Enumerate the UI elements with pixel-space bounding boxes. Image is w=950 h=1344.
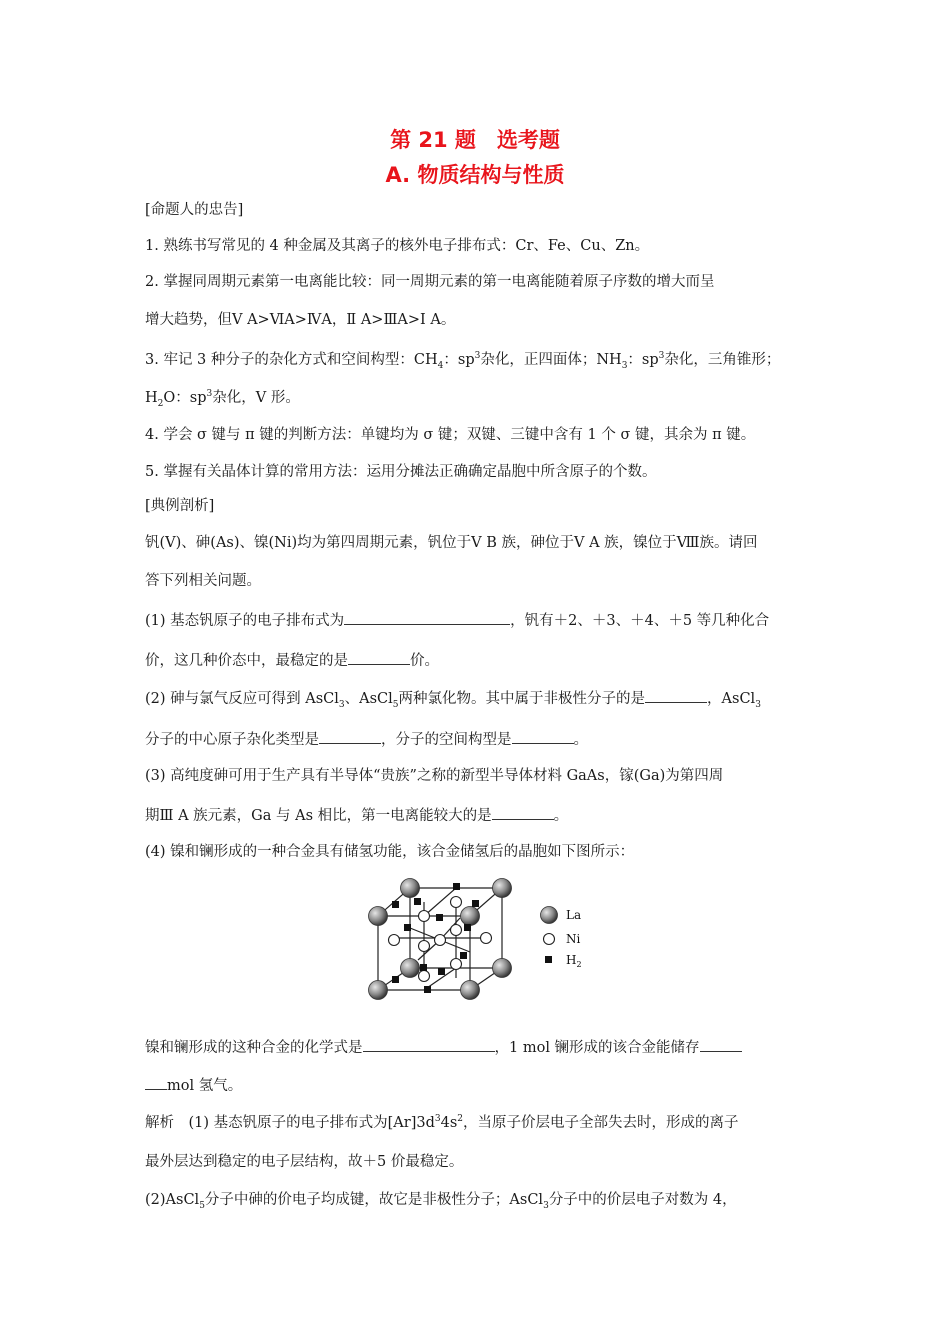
- legend-label-la: La: [566, 908, 582, 922]
- question-3-line-1: (3) 高纯度砷可用于生产具有半导体“贵族”之称的新型半导体材料 GaAs，镓(Ga)为第四周: [145, 768, 724, 784]
- solution-1-line-2: 最外层达到稳定的电子层结构，故＋5 价最稳定。: [145, 1154, 464, 1170]
- example-intro-line-1: 钒(V)、砷(As)、镍(Ni)均为第四周期元素，钒位于Ⅴ B 族，砷位于Ⅴ A 族，镍位于Ⅷ族。请回: [145, 535, 758, 551]
- question-2-line-2: 分子的中心原子杂化类型是 ，分子的空间构型是 。: [145, 729, 815, 750]
- legend-label-ni: Ni: [566, 932, 581, 946]
- crystal-cell-diagram: [360, 868, 600, 1003]
- ni-legend-icon: [544, 934, 555, 945]
- answer-blank: [145, 1075, 167, 1090]
- question-1-line-2: 价，这几种价态中，最稳定的是 价。: [145, 650, 815, 671]
- question-1-line-1: (1) 基态钒原子的电子排布式为 ，钒有＋2、＋3、＋4、＋5 等几种化合: [145, 610, 815, 631]
- question-2-line-1: (2) 砷与氯气反应可得到 AsCl$_3$、AsCl$_5$两种氯化物。其中属于非极性分子的是 ，AsCl$_3$: [145, 688, 815, 709]
- advice-item-4: 4. 学会 σ 键与 π 键的判断方法：单键均为 σ 键；双键、三键中含有 1 个 σ 键，其余为 π 键。: [145, 427, 756, 443]
- answer-blank: [700, 1037, 742, 1052]
- advice-item-3-line-1: 3. 牢记 3 种分子的杂化方式和空间构型：$CH_4$：$sp^3$杂化，正四面体；$NH_3$：$sp^3$杂化，三角锥形；: [145, 351, 781, 371]
- advice-heading: [命题人的忠告]: [145, 202, 244, 218]
- solution-2-line-1: (2)AsCl$_5$分子中砷的价电子均成键，故它是非极性分子；AsCl$_3$分子中的价层电子对数为 4，: [145, 1192, 737, 1211]
- question-4-answer-line-2: mol 氢气。: [145, 1075, 815, 1096]
- page-subtitle: A. 物质结构与性质: [385, 163, 565, 187]
- page-title: 第 21 题 选考题: [390, 128, 560, 152]
- question-4-answer-line-1: 镍和镧形成的这种合金的化学式是 ，1 mol 镧形成的该合金能储存: [145, 1037, 815, 1058]
- example-intro-line-2: 答下列相关问题。: [145, 573, 261, 589]
- crystal-cell-figure: [360, 868, 600, 1003]
- advice-item-1: 1. 熟练书写常见的 4 种金属及其离子的核外电子排布式：Cr、Fe、Cu、Zn。: [145, 238, 650, 254]
- advice-item-2-line-1: 2. 掌握同周期元素第一电离能比较：同一周期元素的第一电离能随着原子序数的增大而呈: [145, 274, 715, 290]
- question-4: (4) 镍和镧形成的一种合金具有储氢功能，该合金储氢后的晶胞如下图所示：: [145, 844, 635, 860]
- answer-blank: [492, 805, 554, 820]
- advice-item-3-line-2: $H_2O$：$sp^3$杂化，V 形。: [145, 389, 300, 409]
- answer-blank: [348, 650, 410, 665]
- answer-blank: [645, 688, 707, 703]
- legend-label-h2: $H_2$: [566, 953, 582, 969]
- answer-blank: [344, 610, 510, 625]
- answer-blank: [319, 729, 381, 744]
- example-heading: [典例剖析]: [145, 498, 215, 514]
- answer-blank: [363, 1037, 495, 1052]
- h2-legend-icon: [545, 956, 552, 963]
- la-legend-icon: [541, 907, 558, 924]
- advice-item-5: 5. 掌握有关晶体计算的常用方法：运用分摊法正确确定晶胞中所含原子的个数。: [145, 464, 657, 480]
- answer-blank: [512, 729, 574, 744]
- solution-1-line-1: 解析 (1) 基态钒原子的电子排布式为$[Ar]3d^34s^2$，当原子价层电子全部失去时，形成的离子: [145, 1114, 739, 1131]
- advice-item-2-line-2: 增大趋势，但Ⅴ A>ⅥA>ⅣA，Ⅱ A>ⅢA>Ⅰ A。: [145, 312, 456, 328]
- question-3-line-2: 期Ⅲ A 族元素，Ga 与 As 相比，第一电离能较大的是 。: [145, 805, 815, 826]
